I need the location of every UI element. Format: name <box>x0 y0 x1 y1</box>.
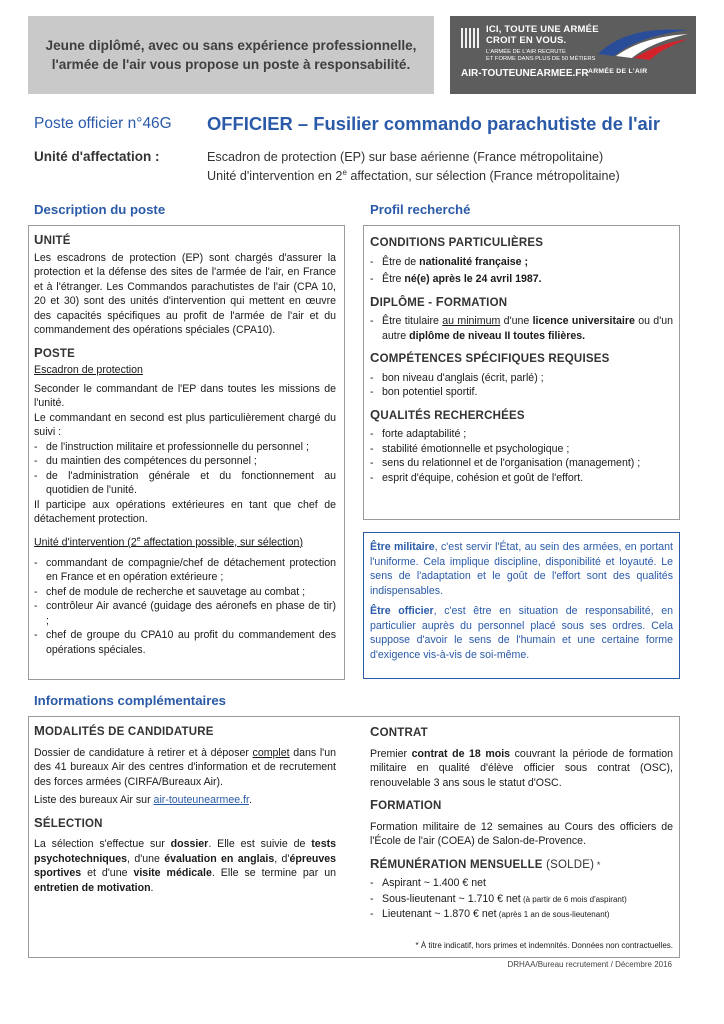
profil-content <box>370 235 673 485</box>
rem-item-note: (après 1 an de sous-lieutenant) <box>496 910 610 919</box>
selection-text <box>34 837 336 895</box>
dipl-a: Être titulaire <box>382 315 443 327</box>
unite-line-1: Escadron de protection (EP) sur base aérienne (France métropolitaine) <box>207 150 604 164</box>
list-item: - bon potentiel sportif. <box>370 385 673 400</box>
infos-left <box>34 724 336 895</box>
profil-heading: Profil recherché <box>370 202 471 217</box>
mod-a: Dossier de candidature à retirer et à déposer <box>34 746 253 759</box>
unite-heading-first: U <box>34 232 44 247</box>
unite-line-2 <box>207 165 620 184</box>
description-heading: Description du poste <box>34 202 166 217</box>
sel-b1: dossier <box>170 838 209 850</box>
dipl-c: ou d'un autre <box>382 315 674 342</box>
remuneration-list <box>370 876 673 923</box>
quote-paragraph-2 <box>370 604 673 662</box>
diplome-heading <box>370 295 673 311</box>
contrat-b: contrat de 18 mois <box>411 747 511 760</box>
cond-2-text: Être <box>382 273 405 285</box>
dipl-u: au minimum <box>442 315 501 327</box>
unite-line-2-post: affectation, sur sélection (France métropolitaine) <box>346 169 620 184</box>
ep-text-1: Seconder le commandant de l'EP dans toutes les missions de l'unité. <box>34 382 336 409</box>
list-item: - du maintien des compétences du personnel ; <box>34 454 336 469</box>
rem-item-note: (à partir de 6 mois d'aspirant) <box>520 894 627 904</box>
list-item <box>370 907 673 923</box>
rem-item-label: Sous-lieutenant ~ 1.710 € net <box>382 892 521 905</box>
ad-logo-text: ARMÉE DE L'AIR <box>588 68 648 75</box>
poste-heading <box>34 346 336 362</box>
modalites-rest: ODALITÉS DE CANDIDATURE <box>45 726 214 738</box>
rem-item-label: Lieutenant ~ 1.870 € net <box>382 908 497 920</box>
banner-line-1: Jeune diplômé, avec ou sans expérience professionnelle, <box>45 38 417 53</box>
formation-h-first: F <box>370 797 379 812</box>
modalites-text <box>34 746 336 790</box>
diplome-list <box>370 314 673 343</box>
modalites-first: M <box>34 723 46 738</box>
cond-2-bold: né(e) après le 24 avril 1987. <box>404 273 542 285</box>
ad-headline-1: ICI, TOUTE UNE ARMÉE <box>486 24 599 35</box>
armee-de-l-air-wings-icon <box>596 24 690 62</box>
sel-b6: entretien de motivation <box>34 881 151 894</box>
sel-b3: évaluation en anglais <box>164 852 275 865</box>
page-footer: DRHAA/Bureau recrutement / Décembre 2016 <box>507 960 672 969</box>
sel-b4: épreuves sportives <box>34 852 336 879</box>
formation-heading <box>370 798 673 814</box>
cond-1-bold: nationalité française ; <box>419 255 529 268</box>
selection-first: S <box>34 814 43 830</box>
unite-affectation-label: Unité d'affectation : <box>34 149 160 164</box>
poste-heading-rest: OSTE <box>42 347 75 360</box>
sel-g: . Elle se termine par un <box>211 867 336 879</box>
ad-headline-2: CROIT EN VOUS. <box>486 35 567 46</box>
poste-number: Poste officier n°46G <box>34 115 172 132</box>
quote-1-bold: Être militaire <box>370 541 435 553</box>
description-content <box>34 233 336 657</box>
contrat-heading <box>370 725 673 741</box>
contrat-rest: ONTRAT <box>379 727 428 739</box>
formation-rest: ORMATION <box>443 296 508 309</box>
poste-heading-first: P <box>34 344 43 360</box>
mod-u: complet <box>252 746 290 759</box>
unite-heading-rest: NITÉ <box>43 235 71 247</box>
ep-subheading: Escadron de protection <box>34 364 143 376</box>
list-item: - de l'instruction militaire et professionnelle du personnel ; <box>34 440 336 455</box>
unite-line-2-sup: e <box>342 168 347 177</box>
formation-first: F <box>435 293 444 309</box>
cond-1-text: Être de <box>382 255 420 268</box>
formation-text: Formation militaire de 12 semaines au Cours des officiers de l'École de l'air (COEA) de Salon-de-Provence. <box>370 820 673 847</box>
formation-h-rest: ORMATION <box>378 800 442 812</box>
unite-affectation-value <box>207 150 620 184</box>
qualites-rest: UALITÉS RECHERCHÉES <box>380 409 525 422</box>
selection-heading <box>34 816 336 832</box>
remuneration-heading <box>370 857 673 873</box>
list-item: - stabilité émotionnelle et psychologique ; <box>370 442 673 457</box>
ad-tagline <box>486 49 595 63</box>
mod-link-post: . <box>248 794 252 806</box>
list-item <box>370 876 673 892</box>
list-item: - sens du relationnel et de l'organisation (management) ; <box>370 456 673 471</box>
list-item <box>370 255 673 270</box>
list-item: - commandant de compagnie/chef de détachement protection en France et en opération extérieure ; <box>34 556 336 585</box>
ep-text-3: Il participe aux opérations extérieures en tant que chef de détachement protection. <box>34 498 336 525</box>
ad-headline <box>486 24 599 46</box>
list-item: - chef de module de recherche et sauvetage au combat ; <box>34 585 336 600</box>
ui-subheading <box>34 533 336 550</box>
conditions-heading <box>370 235 673 251</box>
quote-1-text: , c'est servir l'État, au sein des armées, en portant l'uniforme. Cela implique discipline, disponibilité et loyauté. Le sens de l'adaptation et le goût de l'effort sont des qualités indispensables. <box>370 541 673 597</box>
contrat-c: couvrant la période de formation militaire en qualité d'élève officier sous contrat (OSC), renouvelable 3 ans sous le statut d'OSC. <box>370 747 673 789</box>
competences-first: C <box>370 350 380 365</box>
diplome-sep: - <box>424 296 436 309</box>
qr-code-icon <box>461 28 481 48</box>
quote-2-bold: Être officier <box>370 605 434 617</box>
conditions-list <box>370 255 673 287</box>
infos-heading: Informations complémentaires <box>34 693 226 708</box>
contrat-first: C <box>370 724 380 739</box>
qualites-heading <box>370 408 673 424</box>
dipl-bold-2: diplôme de niveau II toutes filières. <box>409 329 586 342</box>
ep-list <box>34 440 336 498</box>
quote-2-text: , c'est être en situation de responsabilité, en particulier auprès du personnel placé sous ses ordres. Cela suppose d'avoir le sens de l'humain et une certaine forme d'exigence vis-à-vis de soi-même. <box>370 605 673 661</box>
sel-b2: tests psychotechniques <box>34 838 337 865</box>
dipl-b: d'une <box>500 315 533 327</box>
modalites-heading <box>34 724 336 740</box>
conditions-heading-rest: ONDITIONS PARTICULIÈRES <box>379 237 544 249</box>
military-values-text <box>370 540 673 662</box>
unite-heading <box>34 233 336 249</box>
list-item <box>370 314 673 343</box>
sel-d: , d'une <box>127 852 165 865</box>
sel-a: La sélection s'effectue sur <box>34 838 171 850</box>
qualites-first: Q <box>370 406 381 422</box>
remuneration-footnote: * À titre indicatif, hors primes et indemnités. Données non contractuelles. <box>415 941 673 950</box>
infos-right <box>370 725 673 923</box>
sel-h: . <box>150 881 154 894</box>
competences-heading <box>370 351 673 367</box>
unite-text: Les escadrons de protection (EP) sont chargés d'assurer la protection et la défense des sites de l'armée de l'air, en France et à l'étranger. Les Commandos parachutistes de l'air (CPA 10, 20 et 30) sont des unités d'intervention qui mettent en œuvre des capacités spécifiques au profit de l'armée de l'air et du commandement des opérations spéciales (CPA10). <box>34 251 336 336</box>
qualites-list <box>370 427 673 485</box>
rem-item-label: Aspirant ~ 1.400 € net <box>382 877 486 889</box>
list-item: - de l'administration générale et du fonctionnement au quotidien de l'unité. <box>34 469 336 498</box>
contrat-text <box>370 747 673 791</box>
ui-subheading-post: affectation possible, sur sélection) <box>140 536 303 549</box>
mod-link-pre: Liste des bureaux Air sur <box>34 794 154 806</box>
list-item: - bon niveau d'anglais (écrit, parlé) ; <box>370 371 673 386</box>
selection-rest: ÉLECTION <box>42 817 103 830</box>
rem-star: * <box>594 859 601 870</box>
modalites-link-line <box>34 793 336 808</box>
quote-paragraph-1 <box>370 540 673 598</box>
sel-e: , d' <box>274 852 290 865</box>
ad-tagline-2: ET FORME DANS PLUS DE 50 MÉTIERS <box>486 56 596 62</box>
ui-list <box>34 556 336 658</box>
list-item <box>370 272 673 287</box>
unite-line-2-text: Unité d'intervention en 2 <box>207 169 343 184</box>
rem-solde: (SOLDE) <box>542 858 595 871</box>
list-item: - contrôleur Air avancé (guidage des aéronefs en phase de tir) ; <box>34 599 336 628</box>
list-item: - forte adaptabilité ; <box>370 427 673 442</box>
ep-text-2: Le commandant en second est plus particulièrement chargé du suivi : <box>34 411 336 438</box>
header-banner-text <box>28 36 434 74</box>
sel-c: . Elle est suivie de <box>208 838 312 850</box>
sel-f: et d'une <box>81 867 134 879</box>
page-title: OFFICIER – Fusilier commando parachutiste de l'air <box>207 113 661 134</box>
diplome-rest: IPLÔME <box>379 296 425 309</box>
recruitment-site-link[interactable]: air-touteunearmee.fr <box>153 794 249 806</box>
dipl-bold-1: licence universitaire <box>532 315 635 327</box>
competences-list <box>370 371 673 400</box>
list-item: - chef de groupe du CPA10 au profit du commandement des opérations spéciales. <box>34 628 336 657</box>
banner-line-2: l'armée de l'air vous propose un poste à responsabilité. <box>51 57 411 72</box>
mod-b: dans l'un des 41 bureaux Air des centres d'information et de recrutement des forces armées (CIRFA/Bureaux Air). <box>34 746 336 788</box>
list-item <box>370 892 673 908</box>
list-item: - esprit d'équipe, cohésion et goût de l'effort. <box>370 471 673 486</box>
ad-url[interactable]: AIR-TOUTEUNEARMEE.FR <box>461 68 589 79</box>
rem-first: R <box>370 855 380 871</box>
diplome-first: D <box>370 293 380 309</box>
ui-subheading-pre: Unité d'intervention (2 <box>34 536 137 549</box>
ad-tagline-1: L'ARMÉE DE L'AIR RECRUTE <box>486 49 566 55</box>
rem-rest: ÉMUNÉRATION MENSUELLE <box>379 858 543 871</box>
contrat-a: Premier <box>370 747 412 760</box>
ui-subheading-sup: e <box>136 535 141 543</box>
conditions-heading-first: C <box>370 234 380 249</box>
sel-b5: visite médicale <box>133 867 212 879</box>
competences-rest: OMPÉTENCES SPÉCIFIQUES REQUISES <box>379 353 610 365</box>
